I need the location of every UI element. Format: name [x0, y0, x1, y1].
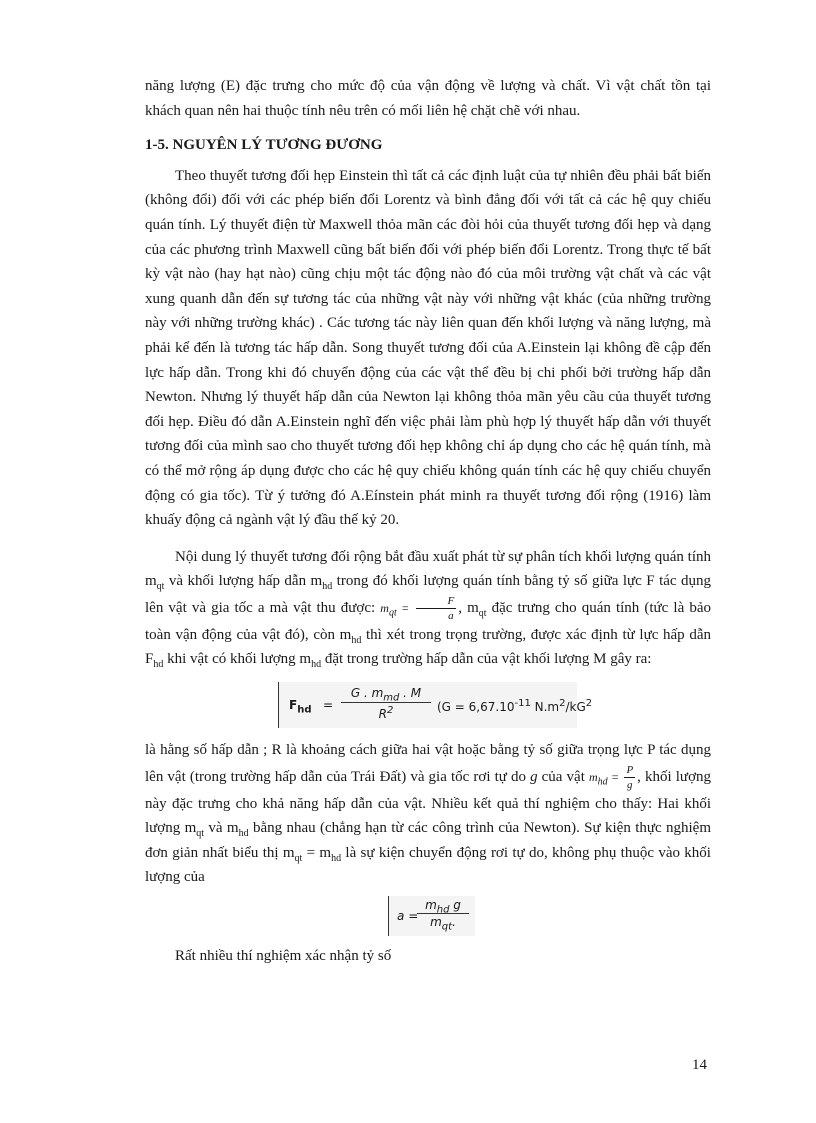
gravitational-mass-formula-lhs: $m_{hd}$ =: [588, 769, 623, 787]
gravitational-constant: ($G = 6,67.10^{-11}$ $N.m^2/kG^2$: [437, 698, 593, 715]
weight-over-g-fraction: $\frac{P}{g}$: [626, 763, 634, 791]
free-fall-fraction: $m_{hd}$ g $m_{qt}$.: [417, 898, 469, 929]
gravitation-fraction: G . $m_{md}$ . M $R^2$: [341, 686, 431, 721]
gravitation-equation: [278, 682, 593, 728]
equals-sign: =: [323, 698, 334, 713]
page-number: 14: [692, 1057, 707, 1073]
equation-lhs: a =: [397, 909, 419, 924]
paragraph-relativity: Theo thuyết tương đối hẹp Einstein thì tất cả các định luật của tự nhiên đều phải bất biến (không đổi) đối với các phép biến đổi Lorentz và bình đẳng đối với tất cả các hệ quy chiếu quán tính. Lý thuyết điện từ Maxwell thỏa mãn các đòi hỏi của thuyết tương đối hẹp và dạng của các phương trình Maxwell cũng bất biến đối với phép biến đổi Lorentz. Trong thực tế bất kỳ vật nào (hay hạt nào) cũng chịu một tác động nào đó của môi trường vật chất và các vật xung quanh dẫn đến sự tương tác của những vật này với những vật khác (của những trường này với những trường khác) . Các tương tác này liên quan đến khối lượng và năng lượng, mà phải kể đến là tương tác hấp dẫn. Song thuyết tương đối của A.Einstein lại không đề cập đến lực hấp dẫn. Trong khi đó chuyển động của các vật thể đều bị chi phối bởi trường hấp dẫn Newton. Nhưng lý thuyết hấp dẫn của Newton lại không thỏa mãn yêu cầu của thuyết tương đối hẹp. Điều đó dẫn A.Einstein nghĩ đến việc phải làm phù hợp lý thuyết hấp dẫn với thuyết tương đối của mình sao cho thuyết tương đối hẹp không chỉ áp dụng cho các hệ quán tính, mà có thể mở rộng áp dụng được cho các hệ quy chiếu không quán tính các hệ quy chiếu chuyển động có gia tốc). Từ ý tưởng đó A.Eínstein phát minh ra thuyết tương đối rộng (1916) làm khuấy động cả ngành vật lý đầu thế kỷ 20.: [145, 167, 711, 529]
force-over-acceleration-fraction: $\frac{F}{a}$: [416, 594, 457, 623]
equation-lhs: $F_{hd}$: [289, 698, 312, 716]
free-fall-equation: [388, 896, 475, 936]
section-heading: 1-5. NGUYÊN LÝ TƯƠNG ĐƯƠNG: [145, 137, 383, 154]
intro-paragraph: năng lượng (E) đặc trưng cho mức độ của vận động về lượng và chất. Vì vật chất tồn tại khách quan nên hai thuộc tính nêu trên có mối liên hệ chặt chẽ với nhau.: [145, 78, 711, 119]
paragraph-gravitational-mass: là hằng số hấp dẫn ; R là khoảng cách giữa hai vật hoặc bằng tỷ số giữa trọng lực P tác dụng lên vật (trong trường hấp dẫn của Trái Đất) và gia tốc rơi tự do g của vật $m_{hd}$ = $\frac{P}{g}$ , khối lượng này đặc trưng cho khả năng hấp dẫn của vật. Nhiều kết quả thí nghiệm cho thấy: Hai khối lượng $m_{qt}$ và $m_{hd}$ bằng nhau (chẳng hạn từ các công trình của Newton). Sự kiện thực nghiệm đơn giản nhất biểu thị $m_{qt} = m_{hd}$ là sự kiện chuyển động rơi tự do, không phụ thuộc vào khối lượng của: [145, 742, 712, 886]
paragraph-mass-definition: Nội dung lý thuyết tương đối rộng bắt đầu xuất phát từ sự phân tích khối lượng quán tính $m_{qt}$ và khối lượng hấp dẫn $m_{hd}$ trong đó khối lượng quán tính bằng tỷ số giữa lực F tác dụng lên vật và gia tốc a mà vật thu được: $m_{qt}$ = $\frac{F}{a}$ , $m_{qt}$ đặc trưng cho quán tính (tức là bảo toàn vận động của vật đó), còn $m_{hd}$ thì xét trong trọng trường, được xác định từ lực hấp dẫn $F_{hd}$ khi vật có khối lượng $m_{hd}$ đặt trong trường hấp dẫn của vật khối lượng M gây ra:: [145, 548, 712, 671]
final-line: Rất nhiều thí nghiệm xác nhận tỷ số: [175, 948, 392, 965]
inertial-mass-formula-lhs: $m_{qt}$ =: [380, 600, 414, 619]
document-page: [145, 74, 711, 969]
